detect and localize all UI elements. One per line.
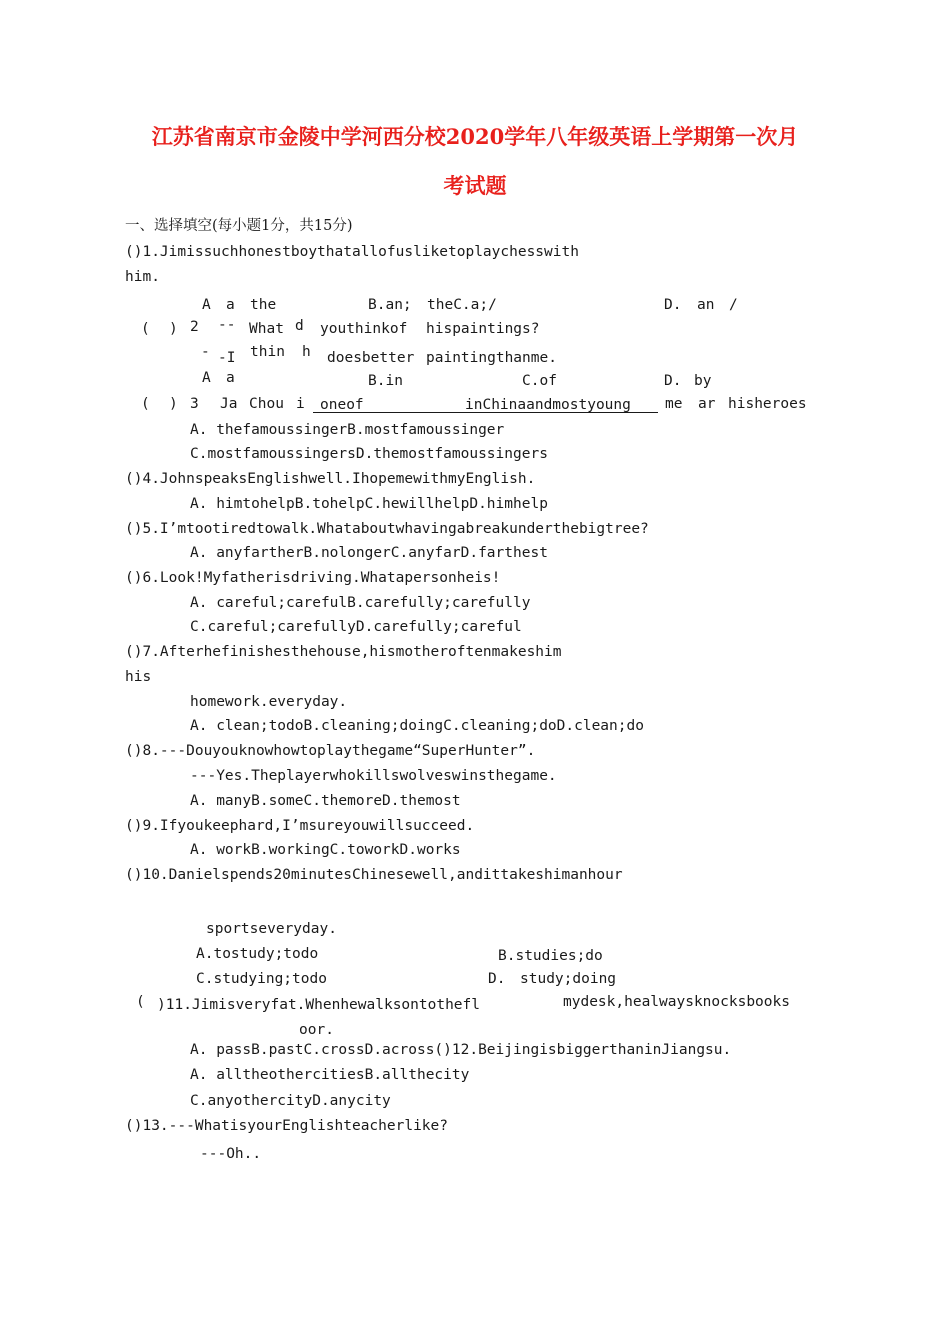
q3-paren-open: ( <box>141 396 150 412</box>
q3-word-i: i <box>296 396 305 412</box>
q4-options: A. himtohelpB.tohelpC.hewillhelpD.himhelp <box>190 496 548 512</box>
q9-stem: ()9.Ifyoukeephard,I’msureyouwillsucceed. <box>125 818 475 834</box>
q1-stem: ()1.Jimissuchhonestboythatallofusliketoplaychesswith <box>125 244 579 260</box>
q3-paren-close: ) <box>169 396 178 412</box>
q9-options: A. workB.workingC.toworkD.works <box>190 842 461 858</box>
q2-word-thin: thin <box>250 344 285 360</box>
q12-options-ab: A. alltheothercitiesB.allthecity <box>190 1067 470 1083</box>
q12-options-cd: C.anyothercityD.anycity <box>190 1093 391 1109</box>
q1-opt-c: theC.a;/ <box>427 297 497 313</box>
q2-opt-a-label: A <box>202 370 211 386</box>
q3-word-inchina: inChinaandmostyoung <box>465 397 631 413</box>
q3-blank-underline <box>313 412 658 413</box>
q11-stem: )11.Jimisveryfat.Whenhewalksontothefl <box>157 997 481 1013</box>
q2-dash1: -- <box>218 317 236 333</box>
q10-opt-d-text: study;doing <box>520 971 617 987</box>
q6-stem: ()6.Look!Myfatherisdriving.Whatapersonheis! <box>125 570 501 586</box>
q1-opt-b: B.an; <box>368 297 412 313</box>
q1-opt-a-label: A <box>202 297 211 313</box>
q2-opt-d-label: D. <box>664 373 682 389</box>
q1-opt-d-label: D. <box>664 297 682 313</box>
section-heading: 一、选择填空(每小题1分，共15分) <box>125 218 353 234</box>
q2-dash2: - <box>201 344 210 360</box>
q3-word-ar: ar <box>698 396 716 412</box>
q8-options: A. manyB.someC.themoreD.themost <box>190 793 461 809</box>
q2-word-doesbetter: doesbetter <box>327 350 415 366</box>
q1-opt-d-text2: / <box>729 297 738 313</box>
q11-cont: oor. <box>299 1022 334 1038</box>
q2-paren-close: ) <box>169 321 178 337</box>
q8-stem: ()8.---Douyouknowhowtoplaythegame“SuperHunter”. <box>125 743 536 759</box>
q7-cont1: his <box>125 669 152 685</box>
q10-opt-c: C.studying;todo <box>196 971 327 987</box>
q7-cont2: homework.everyday. <box>190 694 348 710</box>
q1-cont: him. <box>125 269 160 285</box>
q7-stem: ()7.Afterhefinishesthehouse,hismotheroftenmakeshim <box>125 644 562 660</box>
q2-word-paintingthanme: paintingthanme. <box>426 350 557 366</box>
q10-opt-a: A.tostudy;todo <box>196 946 319 962</box>
q1-opt-a-text2: the <box>250 297 277 313</box>
q2-word-what: What <box>249 321 284 337</box>
q13-line2: ---Oh.. <box>200 1146 262 1162</box>
q3-number: 3 <box>190 396 199 412</box>
q13-stem: ()13.---WhatisyourEnglishteacherlike? <box>125 1118 449 1134</box>
q7-options: A. clean;todoB.cleaning;doingC.cleaning;doD.clean;do <box>190 718 644 734</box>
doc-title-line1: 江苏省南京市金陵中学河西分校2020学年八年级英语上学期第一次月 <box>151 124 799 149</box>
q3-word-chou: Chou <box>249 396 284 412</box>
q6-options-cd: C.careful;carefullyD.carefully;careful <box>190 619 522 635</box>
q2-word-d: d <box>295 318 304 334</box>
q2-opt-c: C.of <box>522 373 557 389</box>
q3-word-me: me <box>665 396 683 412</box>
q2-number: 2 <box>190 319 199 335</box>
q5-stem: ()5.I’mtootiredtowalk.Whataboutwhavingabreakunderthebigtree? <box>125 521 649 537</box>
q10-stem: ()10.Danielspends20minutesChinesewell,andittakeshimanhour <box>125 867 623 883</box>
q2-paren-open: ( <box>141 321 150 337</box>
q3-word-ja: Ja <box>220 396 238 412</box>
q4-stem: ()4.JohnspeaksEnglishwell.IhopemewithmyEnglish. <box>125 471 536 487</box>
q3-options-ab: A. thefamoussingerB.mostfamoussinger <box>190 422 505 438</box>
q2-word-hispaintings: hispaintings? <box>426 321 540 337</box>
q11-paren-open: ( <box>136 994 145 1010</box>
q6-options-ab: A. careful;carefulB.carefully;carefully <box>190 595 531 611</box>
q1-opt-a-text: a <box>226 297 235 313</box>
q10-opt-b: B.studies;do <box>498 948 603 964</box>
q2-opt-a-text: a <box>226 370 235 386</box>
q2-opt-b: B.in <box>368 373 403 389</box>
q1-opt-d-text: an <box>697 297 715 313</box>
q10-opt-d-label: D. <box>488 971 506 987</box>
q11-stem2: mydesk,healwaysknocksbooks <box>563 994 790 1010</box>
q2-opt-d-text: by <box>694 373 712 389</box>
q2-word-h: h <box>302 344 311 360</box>
doc-title-line2: 考试题 <box>443 173 507 198</box>
q3-word-hisheroes: hisheroes <box>728 396 807 412</box>
q10-cont: sportseveryday. <box>206 921 337 937</box>
q2-word-i: -I <box>218 350 236 366</box>
q2-word-youthinkof: youthinkof <box>320 321 408 337</box>
q5-options: A. anyfartherB.nolongerC.anyfarD.farthest <box>190 545 548 561</box>
q3-options-cd: C.mostfamoussingersD.themostfamoussingers <box>190 446 548 462</box>
q11-options-q12-stem: A. passB.pastC.crossD.across()12.BeijingisbiggerthaninJiangsu. <box>190 1042 732 1058</box>
q3-word-oneof: oneof <box>320 397 364 413</box>
q8-line2: ---Yes.Theplayerwhokillswolveswinsthegame. <box>190 768 557 784</box>
